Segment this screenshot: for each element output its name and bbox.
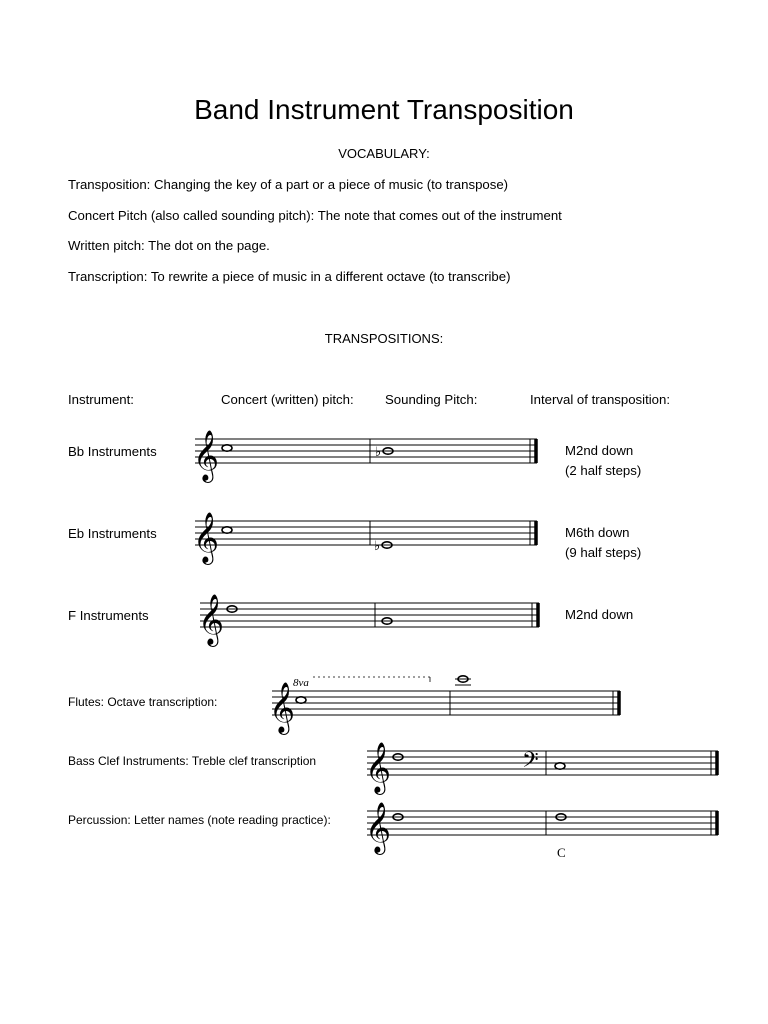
vocabulary-heading: VOCABULARY: bbox=[338, 146, 430, 161]
column-header-concert-pitch: Concert (written) pitch: bbox=[221, 392, 354, 407]
row-label-eb-instruments: Eb Instruments bbox=[68, 526, 157, 541]
bass-clef-staff bbox=[362, 737, 732, 797]
treble-clef-icon: 𝄞 bbox=[365, 742, 392, 793]
transpositions-heading: TRANSPOSITIONS: bbox=[324, 331, 444, 346]
vocab-item-written-pitch: Written pitch: The dot on the page. bbox=[68, 238, 270, 253]
written-note-c bbox=[296, 697, 306, 703]
bb-interval bbox=[565, 441, 641, 481]
treble-clef-icon: 𝄞 bbox=[193, 512, 220, 563]
page-title: Band Instrument Transposition bbox=[194, 94, 574, 125]
note-name-answer: C bbox=[557, 845, 566, 860]
written-note-c bbox=[222, 527, 232, 533]
flat-icon: ♭ bbox=[375, 445, 382, 460]
column-header-sounding-pitch: Sounding Pitch: bbox=[385, 392, 478, 407]
bass-clef-icon: 𝄢 bbox=[522, 748, 539, 778]
vocab-item-transposition: Transposition: Changing the key of a part or a piece of music (to transpose) bbox=[68, 177, 509, 192]
flat-icon: ♭ bbox=[374, 539, 381, 554]
eb-interval-steps: (9 half steps) bbox=[565, 545, 642, 560]
eb-interval bbox=[565, 523, 641, 563]
row-label-f-instruments: F Instruments bbox=[68, 608, 149, 623]
treble-clef-icon: 𝄞 bbox=[198, 594, 225, 645]
bb-interval-steps: (2 half steps) bbox=[565, 463, 642, 478]
f-interval-name: M2nd down bbox=[565, 607, 634, 622]
eb-interval-name: M6th down bbox=[565, 525, 630, 540]
bass-note-c bbox=[555, 763, 565, 769]
bb-interval-name: M2nd down bbox=[565, 443, 634, 458]
row-label-flutes: Flutes: Octave transcription: bbox=[68, 695, 218, 709]
vocab-item-transcription: Transcription: To rewrite a piece of music in a different octave (to transcribe) bbox=[68, 269, 511, 284]
written-note-c bbox=[222, 445, 232, 451]
octave-mark: 8va bbox=[293, 677, 309, 689]
column-header-interval: Interval of transposition: bbox=[530, 392, 671, 407]
f-staff bbox=[195, 589, 555, 649]
f-interval bbox=[565, 605, 633, 625]
row-label-bass-clef-instruments: Bass Clef Instruments: Treble clef transcription bbox=[68, 754, 317, 768]
treble-clef-icon: 𝄞 bbox=[269, 682, 296, 733]
row-label-bb-instruments: Bb Instruments bbox=[68, 444, 157, 459]
percussion-staff bbox=[362, 797, 732, 867]
column-header-instrument: Instrument: bbox=[68, 392, 134, 407]
vocab-item-concert-pitch: Concert Pitch (also called sounding pitch): The note that comes out of the instrument bbox=[68, 208, 562, 223]
bb-staff bbox=[190, 425, 550, 485]
flute-staff bbox=[267, 669, 627, 739]
treble-clef-icon: 𝄞 bbox=[365, 802, 392, 853]
eb-staff bbox=[190, 507, 550, 567]
row-label-percussion: Percussion: Letter names (note reading practice): bbox=[68, 813, 331, 827]
treble-clef-icon: 𝄞 bbox=[193, 430, 220, 481]
